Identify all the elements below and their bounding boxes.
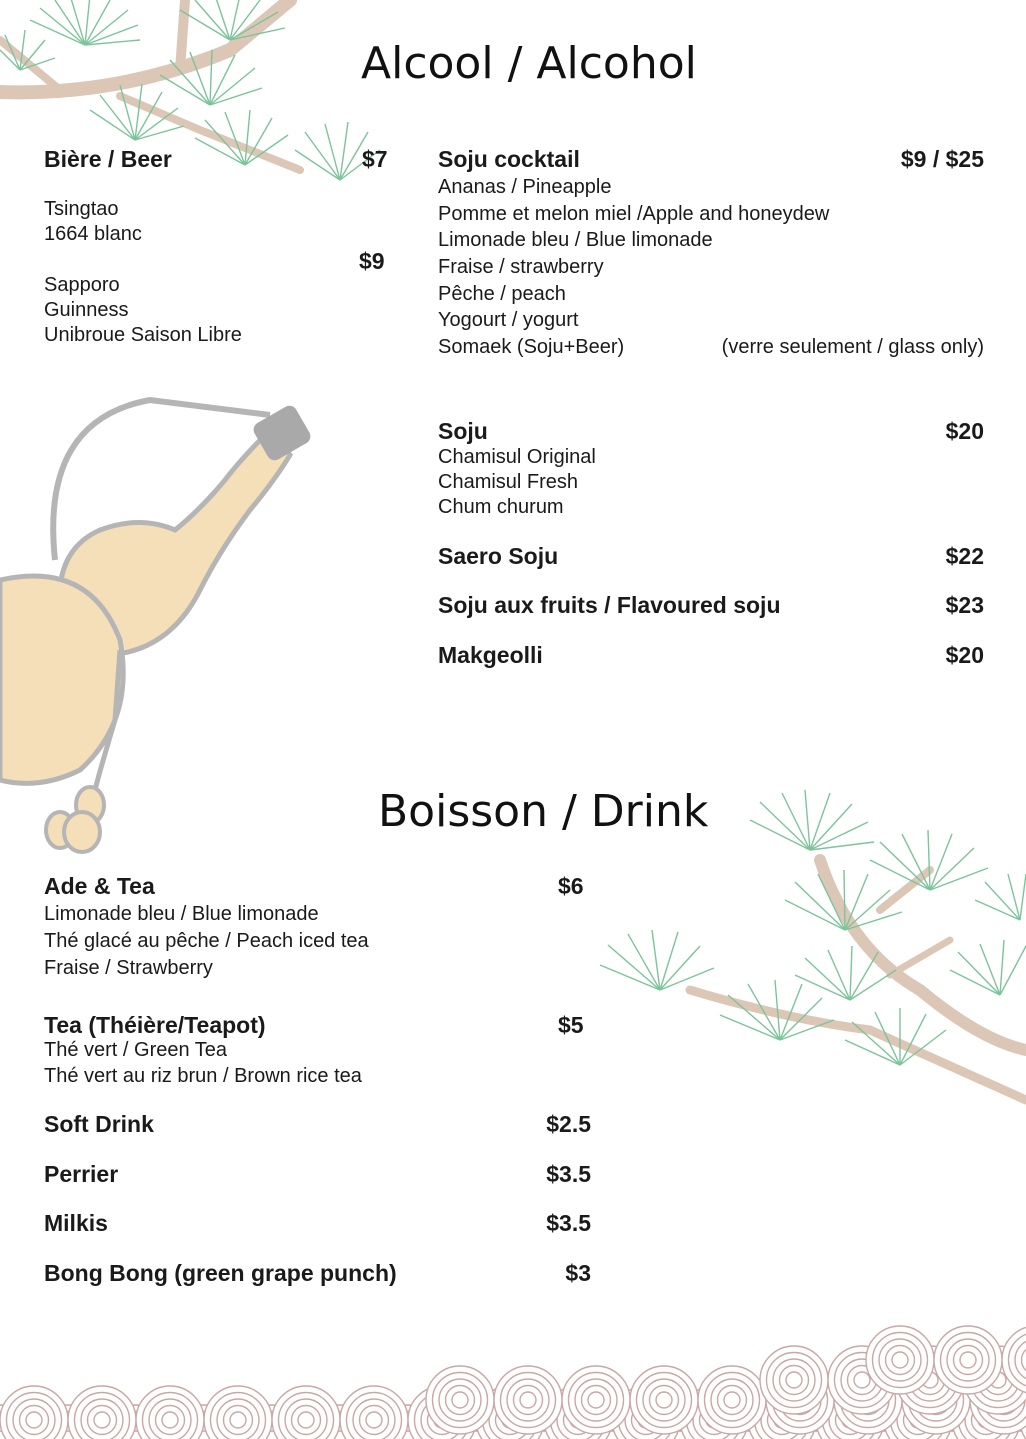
soju-cocktail-item: Pomme et melon miel /Apple and honeydew [438,203,830,225]
wave-scale [562,1366,630,1434]
beer-item: Unibroue Saison Libre [44,324,242,346]
gourd-bottle-illustration [0,390,320,870]
wave-scale [204,1386,272,1439]
alcohol-item-name: Soju aux fruits / Flavoured soju [438,592,781,618]
drink-item-name: Soft Drink [44,1111,154,1137]
wave-pattern-footer [0,1320,1026,1439]
wave-scale [136,1386,204,1439]
ade-tea-item: Thé glacé au pêche / Peach iced tea [44,930,369,952]
alcohol-item-name: Makgeolli [438,642,543,668]
soju-cocktail-item: Fraise / strawberry [438,256,604,278]
beer-item: Tsingtao [44,198,119,220]
soju-cocktail-note: (verre seulement / glass only) [721,336,984,358]
alcohol-item-name: Saero Soju [438,543,559,569]
drink-item-price: $3.5 [546,1161,591,1187]
wave-scale [494,1366,562,1434]
wave-scale [340,1386,408,1439]
beer-item: Sapporo [44,274,120,296]
drink-item-price: $3.5 [546,1210,591,1236]
soju-cocktail-price: $9 / $25 [900,146,984,172]
drink-item-name: Milkis [44,1210,108,1236]
soju-item: Chamisul Fresh [438,471,579,493]
wave-scale [760,1346,828,1414]
soju-item: Chamisul Original [438,446,596,468]
alcohol-item-price: $22 [945,543,984,569]
wave-scale [0,1386,68,1439]
drink-item-price: $3 [565,1260,591,1286]
soju-cocktail-item: Somaek (Soju+Beer) [438,336,625,358]
soju-item: Chum churum [438,496,564,518]
tea-heading: Tea (Théière/Teapot) [44,1012,266,1038]
drink-item-name: Perrier [44,1161,119,1187]
tea-item: Thé vert / Green Tea [44,1039,228,1061]
soju-price: $20 [945,418,984,444]
soju-cocktail-item: Yogourt / yogurt [438,309,579,331]
beer-item: Guinness [44,299,129,321]
soju-cocktail-heading: Soju cocktail [438,146,580,172]
soju-cocktail-item: Pêche / peach [438,283,566,305]
soju-cocktail-item: Limonade bleu / Blue limonade [438,229,713,251]
soju-heading: Soju [438,418,488,444]
wave-scale [866,1326,934,1394]
ade-tea-item: Fraise / Strawberry [44,957,213,979]
drink-item-name: Bong Bong (green grape punch) [44,1260,397,1286]
pine-branch-bottom-right [590,790,1026,1110]
tea-item: Thé vert au riz brun / Brown rice tea [44,1065,362,1087]
wave-scale [630,1366,698,1434]
wave-scale [934,1326,1002,1394]
wave-scale [272,1386,340,1439]
ade-tea-heading: Ade & Tea [44,873,155,899]
tea-price: $5 [558,1012,584,1038]
wave-scale [426,1366,494,1434]
beer-heading: Bière / Beer [44,146,172,172]
ade-tea-item: Limonade bleu / Blue limonade [44,903,319,925]
ade-tea-price: $6 [558,873,584,899]
alcohol-item-price: $20 [945,642,984,668]
beer-price-1: $7 [362,146,388,172]
soju-cocktail-item: Ananas / Pineapple [438,176,612,198]
beer-price-2: $9 [359,248,385,274]
wave-scale [698,1366,766,1434]
alcohol-section-title: Alcool / Alcohol [361,38,697,89]
drink-section-title: Boisson / Drink [378,786,709,837]
beer-item: 1664 blanc [44,223,142,245]
alcohol-item-price: $23 [945,592,984,618]
drink-item-price: $2.5 [546,1111,591,1137]
wave-scale [68,1386,136,1439]
